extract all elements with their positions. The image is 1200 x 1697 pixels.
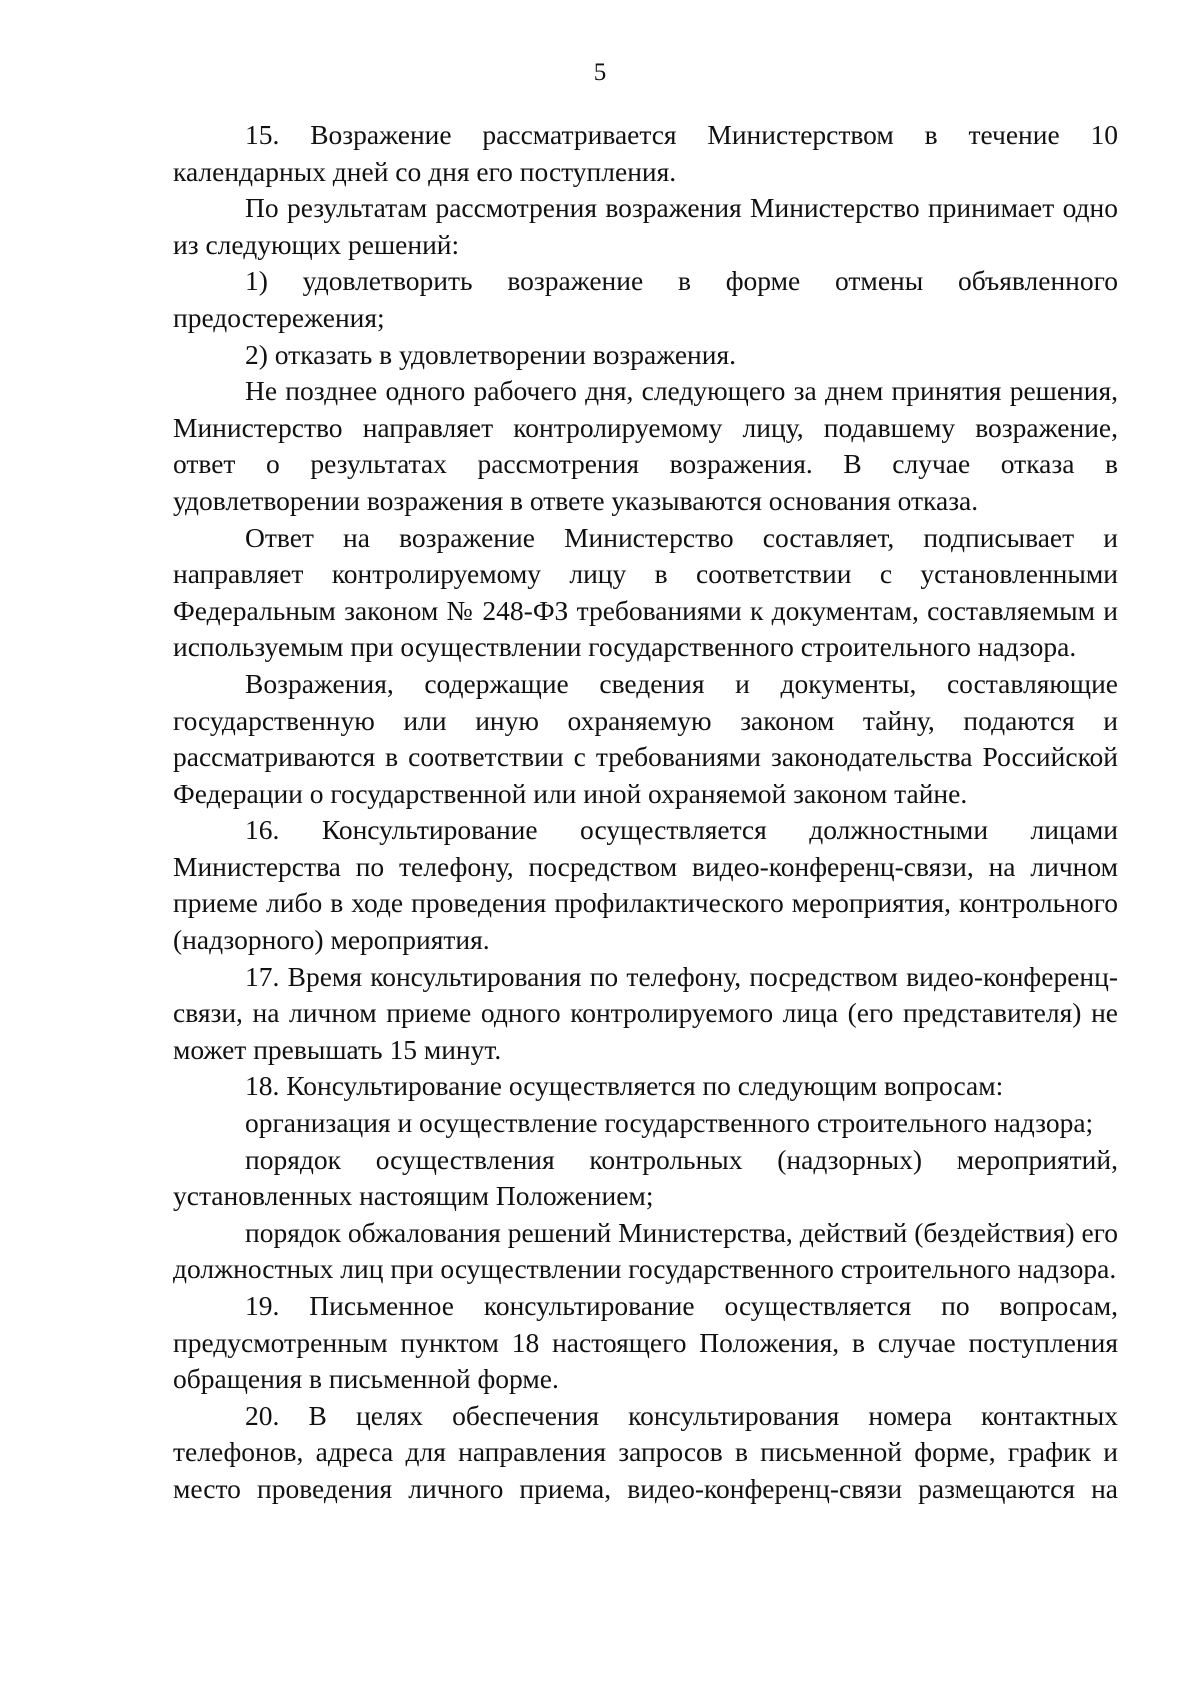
paragraph-17: 17. Время консультирования по телефону, посредством видео-конференц-связи, на личном приеме одного контролируемого лица (его представителя) не может превышать 15 минут. [173,960,1118,1065]
paragraph-response-format: Ответ на возражение Министерство составляет, подписывает и направляет контролируемому лицу в соответствии с установленными Федеральным законом № 248-ФЗ требованиями к документам, составляемым и используемым при осуществлении государственного строительного надзора. [173,521,1118,663]
paragraph-18-topic-2: порядок осуществления контрольных (надзорных) мероприятий, установленных настоящим Положением; [173,1143,1118,1212]
paragraph-secret-objections: Возражения, содержащие сведения и документы, составляющие государственную или иную охраняемую законом тайну, подаются и рассматриваются в соответствии с требованиями законодательства Российской Федерации о государственной или иной охраняемой законом тайне. [173,667,1118,809]
paragraph-15: 15. Возражение рассматривается Министерством в течение 10 календарных дней со дня его поступления. [173,119,1118,187]
document-body [173,117,1118,1508]
page-number: 5 [593,59,607,86]
paragraph-18: 18. Консультирование осуществляется по следующим вопросам: [245,1070,1004,1102]
paragraph-20: 20. В целях обеспечения консультирования номера контактных телефонов, адреса для направления запросов в письменной форме, график и место проведения личного приема, видео-конференц-связи размещаются на [173,1399,1118,1504]
paragraph-option-2: 2) отказать в удовлетворении возражения. [245,338,737,370]
paragraph-18-topic-1: организация и осуществление государственного строительного надзора; [245,1107,1094,1139]
paragraph-response-deadline: Не позднее одного рабочего дня, следующего за днем принятия решения, Министерство направляет контролируемому лицу, подавшему возражение, ответ о результатах рассмотрения возражения. В случае отказа в удовлетворении возражения в ответе указываются основания отказа. [173,375,1118,516]
paragraph-16: 16. Консультирование осуществляется должностными лицами Министерства по телефону, посредством видео-конференц-связи, на личном приеме либо в ходе проведения профилактического мероприятия, контрольного (надзорного) мероприятия. [173,814,1118,956]
paragraph-option-1: 1) удовлетворить возражение в форме отмены объявленного предостережения; [173,265,1118,333]
paragraph-18-topic-3: порядок обжалования решений Министерства, действий (бездействия) его должностных лиц при осуществлении государственного строительного надзора. [173,1216,1118,1285]
paragraph-decision-options-intro: По результатам рассмотрения возражения Министерство принимает одно из следующих решений: [173,192,1118,260]
paragraph-19: 19. Письменное консультирование осуществляется по вопросам, предусмотренным пунктом 18 настоящего Положения, в случае поступления обращения в письменной форме. [173,1290,1118,1395]
